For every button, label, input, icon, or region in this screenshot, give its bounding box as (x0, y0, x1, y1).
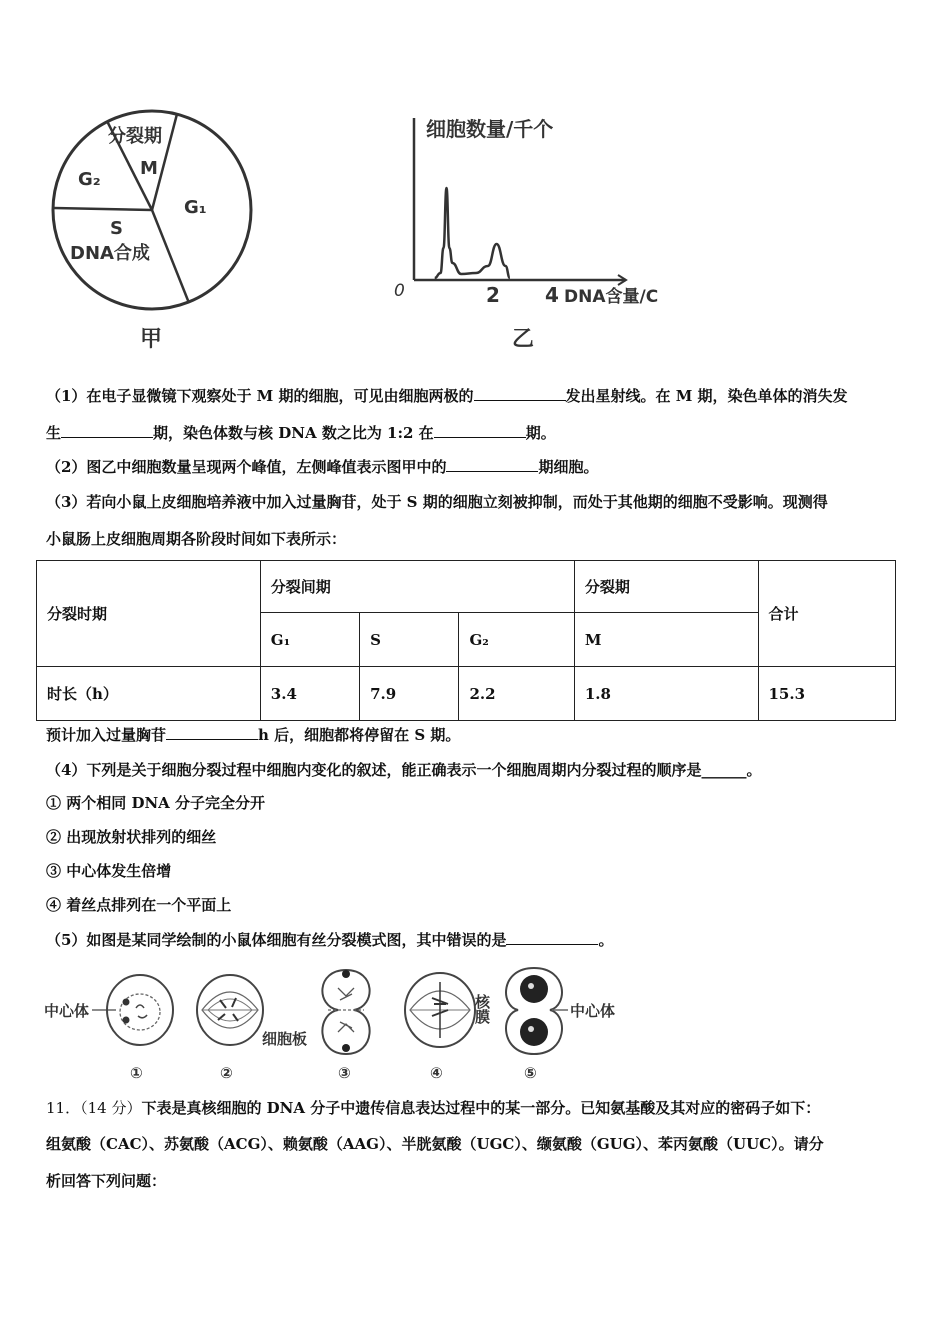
table-header-total: 合计 (758, 561, 896, 667)
table-cell-g2: 2.2 (459, 667, 574, 721)
q1-text-d: 期，染色体数与核 DNA 数之比为 1:2 在 (153, 424, 434, 442)
cell-cycle-table (36, 560, 896, 721)
label-centrosome-right: 中心体 (570, 1002, 616, 1020)
table-cell-m: 1.8 (574, 667, 758, 721)
mitosis-cell-5 (506, 968, 615, 1082)
q2-line (46, 457, 598, 477)
q2-text-a: （2）图乙中细胞数量呈现两个峰值，左侧峰值表示图甲中的 (46, 458, 447, 476)
q5-text-b: 。 (598, 931, 614, 949)
q11-number: 11． (46, 1099, 81, 1117)
table-header-m: M (574, 613, 758, 667)
mitosis-cell-2 (197, 975, 263, 1082)
table-header-mitosis: 分裂期 (574, 561, 758, 613)
table-cell-total: 15.3 (758, 667, 896, 721)
q4-option-3: ③ 中心体发生倍增 (46, 862, 172, 880)
q4-option-2: ② 出现放射状排列的细丝 (46, 828, 217, 846)
q1-blank-1[interactable] (474, 386, 566, 401)
sector-label-m: M (140, 158, 158, 179)
divider-s-g1 (152, 210, 189, 303)
q1-blank-3[interactable] (434, 423, 526, 438)
table-header-g2: G₂ (459, 613, 574, 667)
table-row-label-duration: 时长（h） (37, 667, 261, 721)
table-cell-g1: 3.4 (260, 667, 359, 721)
q4-option-1: ① 两个相同 DNA 分子完全分开 (46, 794, 266, 812)
table-header-interphase: 分裂间期 (260, 561, 574, 613)
cell-number-2: ② (220, 1064, 233, 1082)
mitosis-cell-3 (262, 970, 370, 1082)
sector-label-s: S (110, 218, 123, 239)
label-cell-plate: 细胞板 (262, 1030, 308, 1048)
q2-text-b: 期细胞。 (538, 458, 599, 476)
table-header-phase: 分裂时期 (37, 561, 261, 667)
q4-stem: （4）下列是关于细胞分裂过程中细胞内变化的叙述，能正确表示一个细胞周期内分裂过程的顺序是______。 (46, 761, 762, 779)
q1-text-a: （1）在电子显微镜下观察处于 M 期的细胞，可见由细胞两极的 (46, 387, 474, 405)
q11-line-2: 组氨酸（CAC）、苏氨酸（ACG）、赖氨酸（AAG）、半胱氨酸（UGC）、缬氨酸（GUG）、苯丙氨酸（UUC）。请分 (46, 1135, 824, 1153)
x-axis-label: DNA含量/C (564, 287, 659, 307)
q3-text-a: 预计加入过量胸苷 (46, 726, 167, 744)
q5-line (46, 930, 613, 950)
q3-line-2: 小鼠肠上皮细胞周期各阶段时间如下表所示： (46, 530, 347, 548)
sector-label-g2: G₂ (78, 169, 101, 190)
q1-blank-2[interactable] (61, 423, 153, 438)
sector-label-g1: G₁ (184, 197, 207, 218)
sector-label-dna: DNA合成 (70, 243, 150, 264)
cell-number-4: ④ (430, 1064, 443, 1082)
figure-caption-jia: 甲 (140, 327, 163, 352)
q11-score: （14 分） (80, 1099, 142, 1117)
q1-line-1 (46, 386, 848, 406)
table-cell-s: 7.9 (360, 667, 459, 721)
cell-number-5: ⑤ (524, 1064, 537, 1082)
q3-line-1: （3）若向小鼠上皮细胞培养液中加入过量胸苷，处于 S 期的细胞立刻被抑制，而处于其他期的细胞不受影响。现测得 (46, 493, 828, 511)
origin-label: 0 (394, 281, 405, 301)
mitosis-diagrams (40, 958, 630, 1086)
mitosis-cell-4 (405, 973, 491, 1082)
figure-caption-yi: 乙 (512, 327, 535, 352)
q3-blank[interactable] (166, 725, 258, 740)
x-tick-2: 2 (486, 283, 500, 307)
y-axis-label: 细胞数量/千个 (426, 117, 554, 141)
table-header-g1: G₁ (260, 613, 359, 667)
q5-text-a: （5）如图是某同学绘制的小鼠体细胞有丝分裂模式图，其中错误的是 (46, 931, 507, 949)
cell-number-1: ① (130, 1064, 143, 1082)
cell-cycle-pie-figure (40, 108, 260, 358)
q11-line-3: 析回答下列问题： (46, 1172, 167, 1190)
q1-text-e: 期。 (525, 424, 556, 442)
q1-text-c: 生 (46, 424, 62, 442)
label-centrosome-left: 中心体 (44, 1002, 90, 1020)
mitosis-cell-1 (44, 975, 173, 1082)
dna-distribution-curve (435, 188, 510, 278)
q4-option-4: ④ 着丝点排列在一个平面上 (46, 896, 232, 914)
q3-text-b: h 后，细胞都将停留在 S 期。 (258, 726, 461, 744)
dna-content-chart (390, 108, 710, 358)
q2-blank[interactable] (446, 457, 538, 472)
label-nuclear-membrane: 核膜 (473, 994, 491, 1024)
cell-number-3: ③ (338, 1064, 351, 1082)
q5-blank[interactable] (506, 930, 598, 945)
q3-after-table (46, 725, 460, 745)
q1-text-b: 发出星射线。在 M 期，染色单体的消失发 (565, 387, 848, 405)
q11-line-1 (46, 1098, 820, 1118)
divider-g2-s (54, 208, 152, 210)
x-tick-4: 4 (545, 283, 559, 307)
q1-line-2 (46, 423, 556, 443)
sector-label-fenlie: 分裂期 (108, 126, 162, 147)
q11-text-a: 下表是真核细胞的 DNA 分子中遗传信息表达过程中的某一部分。已知氨基酸及其对应的密码子如下： (141, 1099, 821, 1117)
table-header-s: S (360, 613, 459, 667)
